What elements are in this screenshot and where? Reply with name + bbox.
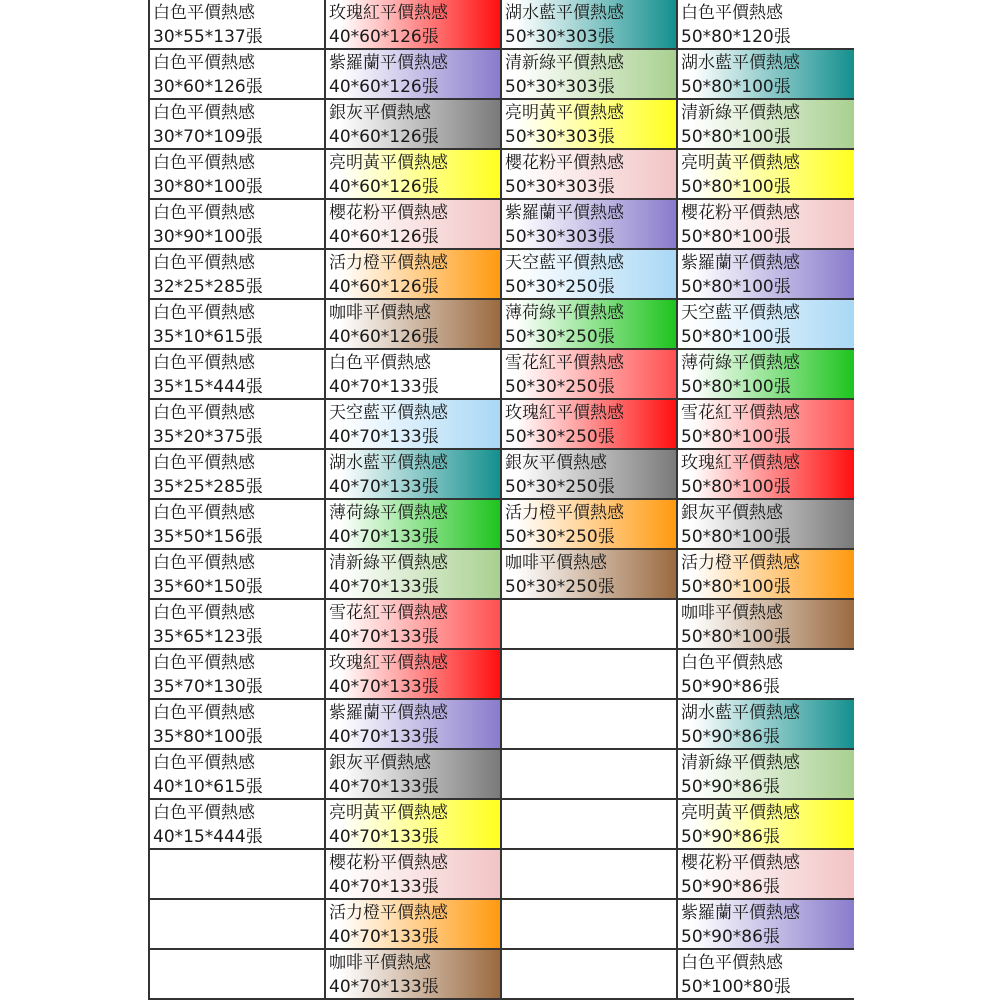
table-cell	[150, 800, 326, 850]
table-cell	[326, 850, 502, 900]
product-spec: 40*70*133張	[329, 927, 439, 947]
product-name: 玫瑰紅平價熱感	[329, 653, 448, 673]
table-cell	[326, 550, 502, 600]
product-name: 湖水藍平價熱感	[681, 53, 800, 73]
table-cell	[502, 150, 678, 200]
product-name: 銀灰平價熱感	[329, 103, 431, 123]
table-cell	[150, 300, 326, 350]
product-spec: 50*30*250張	[505, 577, 615, 597]
table-cell	[678, 600, 854, 650]
product-spec: 50*90*86張	[681, 727, 780, 747]
product-spec: 50*80*100張	[681, 327, 791, 347]
product-spec: 35*25*285張	[153, 477, 263, 497]
product-spec: 50*30*303張	[505, 77, 615, 97]
table-cell	[326, 650, 502, 700]
product-spec: 50*30*303張	[505, 127, 615, 147]
product-spec: 50*30*303張	[505, 27, 615, 47]
product-name: 亮明黃平價熱感	[505, 103, 624, 123]
product-name: 天空藍平價熱感	[505, 253, 624, 273]
product-name: 清新綠平價熱感	[681, 103, 800, 123]
table-cell	[678, 50, 854, 100]
table-cell	[326, 750, 502, 800]
product-spec: 30*80*100張	[153, 177, 263, 197]
product-name: 雪花紅平價熱感	[505, 353, 624, 373]
product-spec: 50*80*100張	[681, 277, 791, 297]
product-name: 活力橙平價熱感	[505, 503, 624, 523]
table-cell	[502, 400, 678, 450]
table-cell	[326, 800, 502, 850]
product-spec: 40*70*133張	[329, 627, 439, 647]
table-cell	[502, 0, 678, 50]
table-cell	[502, 450, 678, 500]
product-spec: 50*90*86張	[681, 677, 780, 697]
table-cell	[150, 900, 326, 950]
product-spec: 40*70*133張	[329, 977, 439, 997]
product-name: 活力橙平價熱感	[681, 553, 800, 573]
product-name: 白色平價熱感	[681, 953, 783, 973]
table-cell	[502, 50, 678, 100]
table-cell	[150, 650, 326, 700]
product-name: 湖水藍平價熱感	[681, 703, 800, 723]
product-spec: 50*90*86張	[681, 777, 780, 797]
table-cell	[150, 100, 326, 150]
table-cell	[326, 950, 502, 1000]
product-name: 紫羅蘭平價熱感	[329, 703, 448, 723]
table-cell	[678, 100, 854, 150]
product-name: 白色平價熱感	[153, 803, 255, 823]
product-spec: 40*60*126張	[329, 227, 439, 247]
product-name: 櫻花粉平價熱感	[329, 853, 448, 873]
product-name: 白色平價熱感	[153, 103, 255, 123]
table-cell	[678, 350, 854, 400]
product-name: 紫羅蘭平價熱感	[329, 53, 448, 73]
table-cell	[678, 250, 854, 300]
product-spec: 30*70*109張	[153, 127, 263, 147]
product-name: 咖啡平價熱感	[329, 303, 431, 323]
table-cell	[150, 0, 326, 50]
product-name: 白色平價熱感	[153, 753, 255, 773]
label-spec-table	[148, 0, 852, 1000]
table-cell	[502, 850, 678, 900]
product-spec: 40*70*133張	[329, 477, 439, 497]
product-name: 亮明黃平價熱感	[681, 803, 800, 823]
product-name: 咖啡平價熱感	[505, 553, 607, 573]
table-cell	[502, 100, 678, 150]
table-cell	[502, 300, 678, 350]
table-cell	[326, 600, 502, 650]
product-spec: 40*70*133張	[329, 777, 439, 797]
product-name: 白色平價熱感	[153, 553, 255, 573]
product-spec: 50*30*250張	[505, 377, 615, 397]
table-cell	[326, 900, 502, 950]
table-cell	[150, 50, 326, 100]
product-name: 白色平價熱感	[153, 403, 255, 423]
table-cell	[502, 250, 678, 300]
product-name: 雪花紅平價熱感	[681, 403, 800, 423]
product-name: 櫻花粉平價熱感	[681, 203, 800, 223]
product-name: 白色平價熱感	[329, 353, 431, 373]
table-cell	[678, 700, 854, 750]
table-cell	[150, 350, 326, 400]
product-spec: 40*70*133張	[329, 577, 439, 597]
product-spec: 35*70*130張	[153, 677, 263, 697]
table-cell	[678, 150, 854, 200]
table-cell	[150, 700, 326, 750]
table-cell	[502, 750, 678, 800]
product-spec: 40*60*126張	[329, 177, 439, 197]
product-spec: 50*80*100張	[681, 477, 791, 497]
product-name: 白色平價熱感	[153, 303, 255, 323]
product-spec: 50*90*86張	[681, 827, 780, 847]
product-spec: 50*30*303張	[505, 227, 615, 247]
table-cell	[502, 550, 678, 600]
table-cell	[678, 0, 854, 50]
table-cell	[502, 500, 678, 550]
product-spec: 50*30*250張	[505, 477, 615, 497]
product-spec: 40*70*133張	[329, 677, 439, 697]
product-name: 銀灰平價熱感	[329, 753, 431, 773]
table-cell	[678, 750, 854, 800]
product-spec: 40*60*126張	[329, 327, 439, 347]
table-cell	[326, 200, 502, 250]
product-spec: 35*65*123張	[153, 627, 263, 647]
product-spec: 40*60*126張	[329, 127, 439, 147]
table-cell	[326, 150, 502, 200]
product-name: 白色平價熱感	[681, 3, 783, 23]
product-name: 玫瑰紅平價熱感	[681, 453, 800, 473]
product-spec: 40*60*126張	[329, 277, 439, 297]
product-name: 銀灰平價熱感	[505, 453, 607, 473]
table-cell	[678, 850, 854, 900]
product-name: 亮明黃平價熱感	[329, 153, 448, 173]
product-spec: 40*70*133張	[329, 527, 439, 547]
product-name: 天空藍平價熱感	[329, 403, 448, 423]
product-name: 薄荷綠平價熱感	[505, 303, 624, 323]
table-cell	[326, 500, 502, 550]
table-cell	[150, 150, 326, 200]
table-cell	[678, 200, 854, 250]
product-spec: 50*30*303張	[505, 177, 615, 197]
product-spec: 30*60*126張	[153, 77, 263, 97]
table-cell	[326, 300, 502, 350]
product-name: 薄荷綠平價熱感	[329, 503, 448, 523]
product-spec: 40*70*133張	[329, 827, 439, 847]
product-name: 清新綠平價熱感	[681, 753, 800, 773]
product-spec: 40*10*615張	[153, 777, 263, 797]
product-spec: 50*80*100張	[681, 527, 791, 547]
table-cell	[326, 450, 502, 500]
product-spec: 40*60*126張	[329, 27, 439, 47]
product-name: 白色平價熱感	[153, 203, 255, 223]
product-spec: 50*30*250張	[505, 427, 615, 447]
product-spec: 50*80*100張	[681, 377, 791, 397]
table-cell	[326, 250, 502, 300]
table-cell	[150, 400, 326, 450]
product-name: 白色平價熱感	[153, 53, 255, 73]
table-cell	[678, 800, 854, 850]
product-spec: 40*70*133張	[329, 377, 439, 397]
product-spec: 35*15*444張	[153, 377, 263, 397]
product-spec: 32*25*285張	[153, 277, 263, 297]
product-name: 清新綠平價熱感	[329, 553, 448, 573]
product-name: 白色平價熱感	[153, 3, 255, 23]
product-name: 櫻花粉平價熱感	[681, 853, 800, 873]
table-cell	[678, 450, 854, 500]
table-cell	[678, 550, 854, 600]
table-cell	[502, 200, 678, 250]
table-cell	[150, 750, 326, 800]
table-cell	[502, 600, 678, 650]
product-spec: 35*10*615張	[153, 327, 263, 347]
product-name: 白色平價熱感	[681, 653, 783, 673]
product-spec: 35*60*150張	[153, 577, 263, 597]
product-name: 櫻花粉平價熱感	[329, 203, 448, 223]
table-cell	[502, 900, 678, 950]
product-spec: 35*80*100張	[153, 727, 263, 747]
product-spec: 40*15*444張	[153, 827, 263, 847]
product-name: 玫瑰紅平價熱感	[329, 3, 448, 23]
table-cell	[326, 400, 502, 450]
product-name: 湖水藍平價熱感	[329, 453, 448, 473]
table-cell	[502, 800, 678, 850]
table-cell	[678, 500, 854, 550]
table-cell	[326, 0, 502, 50]
table-cell	[678, 650, 854, 700]
table-cell	[678, 900, 854, 950]
table-cell	[150, 950, 326, 1000]
product-spec: 35*50*156張	[153, 527, 263, 547]
product-name: 亮明黃平價熱感	[681, 153, 800, 173]
product-name: 玫瑰紅平價熱感	[505, 403, 624, 423]
product-spec: 50*90*86張	[681, 877, 780, 897]
product-name: 紫羅蘭平價熱感	[681, 253, 800, 273]
product-spec: 50*30*250張	[505, 277, 615, 297]
product-spec: 30*55*137張	[153, 27, 263, 47]
table-cell	[150, 200, 326, 250]
product-spec: 40*70*133張	[329, 727, 439, 747]
table-cell	[502, 650, 678, 700]
table-cell	[326, 50, 502, 100]
product-spec: 50*80*100張	[681, 577, 791, 597]
product-name: 湖水藍平價熱感	[505, 3, 624, 23]
table-cell	[150, 550, 326, 600]
product-spec: 50*90*86張	[681, 927, 780, 947]
table-cell	[502, 700, 678, 750]
product-name: 清新綠平價熱感	[505, 53, 624, 73]
table-cell	[150, 600, 326, 650]
product-spec: 50*80*120張	[681, 27, 791, 47]
product-name: 咖啡平價熱感	[681, 603, 783, 623]
product-spec: 30*90*100張	[153, 227, 263, 247]
table-cell	[326, 700, 502, 750]
product-name: 銀灰平價熱感	[681, 503, 783, 523]
product-spec: 50*80*100張	[681, 77, 791, 97]
product-spec: 40*70*133張	[329, 427, 439, 447]
table-cell	[326, 100, 502, 150]
product-name: 白色平價熱感	[153, 703, 255, 723]
product-name: 咖啡平價熱感	[329, 953, 431, 973]
product-spec: 50*30*250張	[505, 527, 615, 547]
product-name: 紫羅蘭平價熱感	[681, 903, 800, 923]
product-name: 白色平價熱感	[153, 353, 255, 373]
table-cell	[150, 500, 326, 550]
product-spec: 35*20*375張	[153, 427, 263, 447]
product-name: 活力橙平價熱感	[329, 253, 448, 273]
product-spec: 50*100*80張	[681, 977, 791, 997]
table-cell	[150, 850, 326, 900]
product-name: 白色平價熱感	[153, 503, 255, 523]
table-cell	[678, 300, 854, 350]
product-spec: 50*30*250張	[505, 327, 615, 347]
product-spec: 50*80*100張	[681, 127, 791, 147]
product-name: 櫻花粉平價熱感	[505, 153, 624, 173]
product-name: 亮明黃平價熱感	[329, 803, 448, 823]
table-cell	[678, 950, 854, 1000]
table-cell	[150, 250, 326, 300]
table-cell	[678, 400, 854, 450]
product-name: 雪花紅平價熱感	[329, 603, 448, 623]
product-spec: 40*70*133張	[329, 877, 439, 897]
product-name: 白色平價熱感	[153, 653, 255, 673]
product-spec: 50*80*100張	[681, 427, 791, 447]
product-spec: 40*60*126張	[329, 77, 439, 97]
product-name: 薄荷綠平價熱感	[681, 353, 800, 373]
product-spec: 50*80*100張	[681, 177, 791, 197]
product-spec: 50*80*100張	[681, 627, 791, 647]
product-name: 白色平價熱感	[153, 153, 255, 173]
product-name: 活力橙平價熱感	[329, 903, 448, 923]
product-name: 天空藍平價熱感	[681, 303, 800, 323]
product-spec: 50*80*100張	[681, 227, 791, 247]
table-cell	[502, 950, 678, 1000]
product-name: 白色平價熱感	[153, 603, 255, 623]
table-cell	[150, 450, 326, 500]
table-cell	[326, 350, 502, 400]
product-name: 白色平價熱感	[153, 453, 255, 473]
table-cell	[502, 350, 678, 400]
product-name: 紫羅蘭平價熱感	[505, 203, 624, 223]
product-name: 白色平價熱感	[153, 253, 255, 273]
